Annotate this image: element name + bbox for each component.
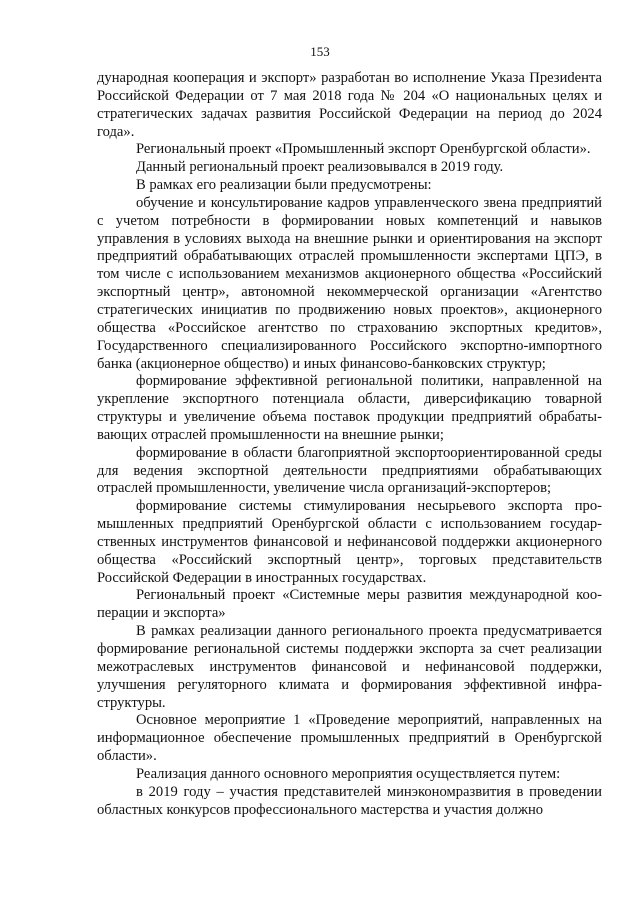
paragraph: Реализация данного основного мероприятия осуществляется путем: — [136, 765, 561, 782]
document-body — [97, 70, 602, 819]
paragraph: Данный региональный проект реализовывался в 2019 году. — [136, 159, 504, 176]
paragraph: в 2019 году – участия представителей минэкономразвития в проведении областных конкурсов профессионального мастерства и участия должно — [97, 783, 602, 818]
page-number: 153 — [310, 44, 330, 59]
paragraph: В рамках реализации данного регионального проекта предусматривается формирование региональной системы поддержки экспорта за счет реализации межотраслевых инструментов финансовой и нефинансовой поддержки, улучшения регуляторного климата и формирования эффективной инфраструктуры. — [97, 623, 602, 711]
paragraph-project-title: Региональный проект «Промышленный экспорт Оренбургской области». — [136, 141, 591, 158]
list-item: формирование в области благоприятной экспортоориентированной среды для ведения экспортной деятельности предприятиями обрабатывающих отраслей промышленности, увеличение числа организаций-экспортеров; — [97, 444, 602, 497]
list-item: формирование эффективной региональной политики, направленной на укрепление экспортного потенциала области, диверсификацию товарной структуры и увеличение объема поставок продукции предприятий обрабатывающих отраслей промышленности на внешние рынки; — [97, 373, 602, 443]
paragraph-continuation: дународная кооперация и экспорт» разработан во исполнение Указа Презиdента Российской Федерации от 7 мая 2018 года № 204 «О национальных целях и стратегических задачах развития Российской Федерации на период до 2024 года». — [97, 70, 602, 140]
paragraph: В рамках его реализации были предусмотрены: — [136, 177, 432, 194]
paragraph: Основное мероприятие 1 «Проведение мероприятий, направленных на информационное обеспечение промышленных предприятий в Оренбургской области». — [97, 712, 602, 765]
list-item: формирование системы стимулирования несырьевого экспорта промышленных предприятий Оренбургской области с использованием государственных инструментов финансовой и нефинансовой поддержки акционерного общества «Российский экспортный центр», торговых представительств Российской Федерации в иностранных государствах. — [97, 498, 602, 586]
list-item: обучение и консультирование кадров управленческого звена предприятий с учетом потребности в формировании новых компетенций и навыков управления в условиях выхода на внешние рынки и ориентирования на экспорт предприятий обрабатывающих отраслей промышленности экспертами ЦПЭ, в том числе с использованием механизмов акционерного общества «Российский экспортный центр», автономной некоммерческой организации «Агентство стратегических инициатив по продвижению новых проектов», акционерного общества «Российское агентство по страхованию экспортных кредитов», Государственного специализированного Российского экспортно-импортного банка (акционерное общество) и иных финансово-банковских структур; — [97, 194, 602, 372]
paragraph-project-title: Региональный проект «Системные меры развития международной кооперации и экспорта» — [97, 587, 602, 622]
